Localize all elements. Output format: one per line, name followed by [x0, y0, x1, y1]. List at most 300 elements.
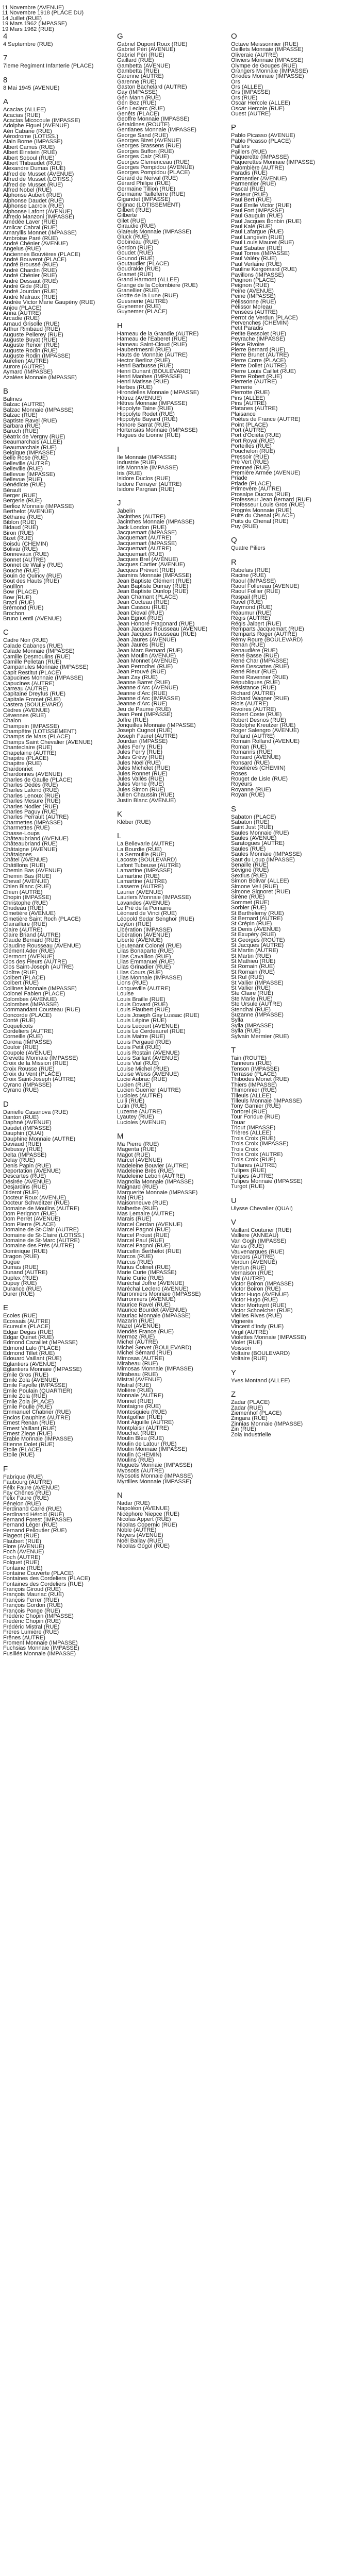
street-entry: Chardonnes (AVENUE) — [3, 772, 62, 777]
street-entry: Résistance (RUE) — [231, 685, 277, 691]
street-entry: Gordon (RUE) — [117, 245, 154, 251]
street-entry: Jean Jacques Rousseau (AVENUE) — [117, 626, 208, 632]
street-entry: Durer (RUE) — [3, 1291, 35, 1297]
street-entry: Libération (AVENUE) — [117, 932, 171, 938]
letter-section — [3, 1100, 116, 1297]
street-entry: Georges Pompidou (PLACE) — [117, 170, 190, 176]
street-entry: Leyton (RUE) — [117, 922, 152, 927]
street-entry: Sommet (RUE) — [231, 900, 270, 906]
street-entry: Port (AUTRE) — [231, 427, 266, 433]
street-entry: Jacques Prévert (RUE) — [117, 567, 176, 573]
street-entry: Beaumarchais (ALLEE) — [3, 439, 62, 445]
street-entry: Albert Soboul (RUE) — [3, 155, 55, 161]
street-entry: Napoléon (AVENUE) — [117, 1506, 170, 1512]
street-entry: Gramet (RUE) — [117, 272, 154, 278]
street-entry: Charmettes (RUE) — [3, 825, 50, 831]
street-entry: Moulin (CHEMIN) — [117, 1452, 162, 1458]
street-entry: Tulipes (AUTRE) — [231, 1173, 274, 1179]
street-entry: André Malraux (RUE) — [3, 294, 58, 300]
street-entry: Marronniers (AVENUE) — [117, 1297, 176, 1302]
street-entry: Garenne (RUE) — [117, 79, 157, 85]
street-entry: Lucie Aubrac (RUE) — [117, 1077, 168, 1082]
street-entry: Cyrano (RUE) — [3, 1088, 39, 1093]
street-entry: Arcadie (RUE) — [3, 316, 40, 321]
street-entry: Sylla — [231, 1018, 243, 1023]
street-entry: Thimonnier (RUE) — [231, 1088, 277, 1093]
section-letter-heading: D — [3, 1099, 9, 1109]
street-entry: Berger (RUE) — [3, 493, 38, 499]
street-entry: Foch (AUTRE) — [3, 1554, 41, 1561]
street-entry: Claire (AUTRE) — [3, 927, 43, 933]
street-entry: Capitaine Dreyfus (RUE) — [3, 691, 66, 697]
street-entry: Puits du Chenal (PLACE) — [231, 513, 295, 519]
street-entry: Hôtrez (AVENUE) — [117, 395, 162, 401]
street-entry: Coupole (AVENUE) — [3, 1050, 53, 1056]
street-entry: Jack London (RUE) — [117, 524, 167, 530]
street-entry: Hameau de l'Eaberet (RUE) — [117, 336, 188, 342]
street-entry: Conté (RUE) — [3, 1018, 36, 1024]
street-entry: Amilcar Cabral (RUE) — [3, 225, 58, 231]
street-entry: Biron (RUE) — [3, 530, 34, 536]
street-entry: Pierrerie (AUTRE) — [231, 379, 277, 385]
street-entry: Fusillés Monnaie (IMPASSE) — [3, 1651, 76, 1657]
street-entry: Stendhal (RUE) — [231, 1007, 271, 1012]
street-entry: François Gordon (RUE) — [3, 1603, 63, 1608]
street-entry: St Mathieu (RUE) — [231, 959, 276, 964]
street-entry: Peine (IMPASSE) — [231, 294, 276, 299]
street-entry: Lyautey (RUE) — [117, 1114, 154, 1120]
street-entry: St Martin (AUTRE) — [231, 948, 278, 954]
street-entry: François Ponge (RUE) — [3, 1608, 60, 1614]
street-entry: Magenta (RUE) — [117, 1147, 157, 1153]
street-entry: Amaryllis Monnet (IMPASSE) — [3, 230, 77, 236]
letter-section — [117, 810, 230, 825]
street-entry: Vincent d'Indy (RUE) — [231, 1324, 284, 1330]
street-entry: Alexandre Dumas (RUE) — [3, 166, 66, 172]
street-entry: Dominique (RUE) — [3, 1248, 48, 1255]
street-entry: Oscar Hercole (RUE) — [231, 106, 285, 112]
street-entry: Jeanne d'Arc (RUE) — [117, 690, 168, 697]
street-entry: Fernand Forest (IMPASSE) — [3, 1517, 72, 1523]
street-entry: Fabrique (RUE) — [3, 1474, 43, 1480]
street-entry: Fontaine Couverte (PLACE) — [3, 1570, 74, 1577]
street-entry: Monnet (RUE) — [117, 1398, 154, 1404]
street-entry: Belleville (AUTRE) — [3, 461, 51, 467]
street-entry: Roses — [231, 771, 247, 776]
street-entry: Clos des Fleurs (AUTRE) — [3, 959, 68, 965]
street-entry: Joffre (RUE) — [117, 717, 148, 723]
street-entry: Mimosas Monnaie (IMPASSE) — [117, 1366, 193, 1372]
street-entry: Lions (RUE) — [117, 980, 148, 986]
street-entry: Ronsard (AVENUE) — [231, 755, 281, 760]
street-entry: Longueville (AUTRE) — [117, 986, 171, 992]
street-list — [3, 1313, 116, 1458]
street-entry: Jean Marc Bernard (RUE) — [117, 648, 183, 653]
street-entry: Corona (IMPASSE) — [3, 1039, 52, 1045]
street-entry: Balzac (AUTRE) — [3, 402, 45, 408]
street-entry: Chapelaine (AUTRE) — [3, 750, 57, 756]
street-entry: St Romain (RUE) — [231, 964, 275, 970]
section-letter-heading: O — [231, 31, 237, 41]
street-entry: Sabaton (RUE) — [231, 819, 270, 825]
section-letter-heading: I — [117, 445, 120, 454]
street-entry: Marguerite Monnaie (IMPASSE) — [117, 1190, 198, 1195]
street-entry: Geoffre Monnaie (IMPASSE) — [117, 116, 190, 122]
street-entry: Peyrache (IMPASSE) — [231, 336, 285, 342]
street-entry: Saules (RUE) — [231, 846, 266, 852]
street-entry: Ecoles (RUE) — [3, 1313, 38, 1319]
street-list — [231, 1228, 344, 1362]
street-entry: Gigandet (IMPASSE) — [117, 197, 171, 202]
street-entry: Jacquemart (IMPASSE) — [117, 540, 177, 547]
street-entry: Cloître (RUE) — [3, 970, 38, 976]
street-entry: 19 Mars 1962 (IMPASSE) — [2, 21, 67, 27]
street-entry: Bonnet de Wailly (RUE) — [3, 563, 63, 568]
street-entry: Zadar (RUE) — [231, 1405, 263, 1411]
street-entry: Calade Cabanes (RUE) — [3, 643, 63, 649]
street-entry: Bizet (RUE) — [3, 536, 34, 541]
street-entry: Prosalpe Ducros (RUE) — [231, 492, 290, 497]
street-entry: Chudeau (RUE) — [3, 905, 44, 911]
street-entry: La Bourdie (RUE) — [117, 846, 162, 853]
street-entry: Grotte de la Lune (RUE) — [117, 293, 178, 299]
street-entry: Denis Papin (RUE) — [3, 1163, 51, 1168]
street-entry: Jasmins Monnaie (IMPASSE) — [117, 573, 192, 579]
street-entry: Chopin (IMPASSE) — [3, 895, 52, 901]
street-entry: Tortorel (RUE) — [231, 1109, 268, 1115]
street-entry: Alfred de Musset (AVENUE) — [3, 171, 74, 177]
street-entry: Jean Cassou (RUE) — [117, 605, 168, 611]
street-entry: Nicolas Gogol (RUE) — [117, 1544, 170, 1549]
street-list — [117, 455, 230, 493]
street-entry: Béatrix de Vergny (RUE) — [3, 434, 65, 440]
street-entry: Petit Paradis — [231, 326, 263, 331]
street-list — [3, 1475, 116, 1656]
street-entry: Fénelon (RUE) — [3, 1501, 41, 1507]
street-entry: Maurice Ravel (RUE) — [117, 1302, 171, 1308]
street-entry: Victor Mortuyrit (RUE) — [231, 1302, 287, 1308]
street-entry: Champs de Mars (PLACE) — [3, 734, 71, 740]
street-entry: Ste Claire (RUE) — [231, 991, 273, 996]
street-entry: St Barthelemy (RUE) — [231, 910, 284, 916]
letter-section — [117, 445, 230, 493]
letter-section — [3, 97, 116, 380]
street-entry: Ziemenhof (PLACE) — [231, 1411, 282, 1416]
street-entry: Henri Matisse (RUE) — [117, 379, 169, 385]
street-entry: Goudet (RUE) — [117, 250, 153, 256]
street-entry: Clairaillure (RUE) — [3, 922, 47, 927]
street-entry: Lilas Cavaillon (RUE) — [117, 954, 171, 959]
street-entry: Croix Rousse (RUE) — [3, 1066, 55, 1072]
street-entry: Albert Camus (RUE) — [3, 144, 55, 150]
street-entry: Georges Pompidou (AVENUE) — [117, 164, 194, 171]
section-letter-heading: L — [117, 832, 122, 841]
street-entry: Baruch (RUE) — [3, 429, 39, 434]
street-entry: Erable Monnaie (IMPASSE) — [3, 1436, 73, 1442]
street-entry: Alphonse Lafont (AVENUE) — [3, 209, 73, 214]
street-entry: Enclos Dauphins (AUTRE) — [3, 1415, 71, 1421]
street-entry: Maréchal Joffre (AVENUE) — [117, 1281, 185, 1286]
street-entry: Myosotis (AUTRE) — [117, 1468, 164, 1474]
section-letter-heading: U — [231, 1196, 237, 1205]
street-entry: Orkides Monnaie (IMPASSE) — [231, 74, 304, 79]
street-entry: Pierre Dollet (AUTRE) — [231, 363, 287, 369]
street-entry: Bouche (RUE) — [3, 568, 40, 573]
street-entry: Ernest Vaillant (RUE) — [3, 1426, 57, 1431]
street-entry: Acacias (RUE) — [3, 112, 41, 118]
street-entry: Ferdinand Carré (RUE) — [3, 1506, 62, 1512]
street-entry: Bouillon — [3, 584, 24, 590]
street-entry: Le Pré de la Pomaine — [117, 905, 172, 911]
street-entry: René Ravenner (RUE) — [231, 674, 288, 680]
street-entry: Louis Pergaud (RUE) — [117, 1039, 171, 1045]
street-entry: Arnaud Grisolle (RUE) — [3, 321, 60, 327]
street-entry: Paillers — [231, 144, 250, 149]
street-entry: Dom Perignon (RUE) — [3, 1211, 57, 1217]
street-entry: Frédéric Mistral (RUE) — [3, 1624, 60, 1630]
street-entry: Trois Croix — [231, 1146, 258, 1152]
street-entry: Oliveraie (AUTRE) — [231, 52, 278, 58]
street-entry: Delta (IMPASSE) — [3, 1152, 47, 1158]
street-entry: Edmond Cazaillet (IMPASSE) — [3, 1340, 78, 1346]
street-entry: Belle Rose (RUE) — [3, 455, 48, 461]
street-entry: Marie Curie (IMPASSE) — [117, 1270, 177, 1276]
street-entry: Lasserre (AUTRE) — [117, 884, 164, 890]
street-entry: Acacias Micocoule (IMPASSE) — [3, 117, 80, 124]
street-entry: Chien (AUTRE) — [3, 889, 43, 895]
street-entry: Châteaubriand (AVENUE) — [3, 836, 69, 842]
street-entry: Fontaines des Cordeliers (PLACE) — [3, 1576, 90, 1582]
street-entry: Pré Vert (RUE) — [231, 460, 269, 465]
street-entry: Sylvain Mermier (RUE) — [231, 1033, 289, 1039]
street-entry: Boisdu (CHEMIN) — [3, 541, 48, 547]
street-entry: Champs Saint Chevalier (AVENUE) — [3, 739, 93, 745]
street-entry: Pierre Brunet (AUTRE) — [231, 352, 289, 358]
street-entry: Roman (RUE) — [231, 744, 267, 750]
street-entry: Sirène (RUE) — [231, 894, 265, 900]
street-entry: Bergerie (RUE) — [3, 498, 42, 504]
street-entry: Gén Leclerc (RUE) — [117, 106, 165, 112]
street-entry: Charles Nodier (RUE) — [3, 804, 58, 809]
street-entry: Jeu de Paume (RUE) — [117, 706, 171, 713]
street-entry: Mimosas (AUTRE) — [117, 1355, 164, 1362]
street-entry: Marie Curie (RUE) — [117, 1275, 164, 1281]
street-entry: Jean Zay (RUE) — [117, 674, 158, 680]
street-entry: Dom Perret (AVENUE) — [3, 1216, 61, 1222]
street-entry: Raoul Follier (RUE) — [231, 589, 280, 595]
street-entry: Chalon — [3, 718, 21, 724]
street-entry: Julien Chaussin (RUE) — [117, 792, 175, 798]
street-entry: Oscar Hercole (ALLEE) — [231, 100, 290, 106]
street-entry: Racine (RUE) — [231, 573, 266, 579]
street-entry: Pins (AUTRE) — [231, 400, 267, 406]
street-entry: Montaigne (RUE) — [117, 1404, 161, 1410]
street-entry: St Jacques (AUTRE) — [231, 942, 284, 948]
street-entry: Lilas Cours (RUE) — [117, 970, 163, 976]
street-entry: Lucien (RUE) — [117, 1082, 152, 1088]
street-entry: Gluck (RUE) — [117, 234, 149, 240]
street-entry: St Martin (RUE) — [231, 953, 271, 959]
street-entry: Emile Poulain (QUARTIER) — [3, 1388, 73, 1394]
street-entry: Magot (RUE) — [117, 1152, 151, 1158]
street-entry: Iris (RUE) — [117, 470, 142, 477]
street-entry: Brochon — [3, 611, 24, 617]
street-entry: Balzac (RUE) — [3, 413, 38, 418]
street-entry: Virgil (AUTRE) — [231, 1329, 268, 1335]
street-entry: Guynemer (PLACE) — [117, 309, 168, 315]
street-entry: Haubertmesnil (RUE) — [117, 347, 171, 353]
street-entry: Capitale Fromet (RUE) — [3, 697, 61, 703]
street-entry: Paul Lafargue (RUE) — [231, 229, 284, 235]
street-entry: Renaudière (RUE) — [231, 648, 278, 653]
street-entry: Châtaignes — [3, 852, 32, 858]
street-entry: Delay (RUE) — [3, 1158, 35, 1163]
street-list — [231, 1378, 344, 1383]
section-letter-heading: P — [231, 123, 237, 132]
street-entry: Claire Briand (AUTRE) — [3, 932, 61, 938]
street-entry: Nadar (RUE) — [117, 1501, 150, 1506]
street-entry: Nicolas Copernic (RUE) — [117, 1522, 177, 1528]
street-entry: Platanes (AUTRE) — [231, 406, 278, 412]
street-entry: Ernest Ziege (RUE) — [3, 1431, 53, 1437]
street-entry: André Jourdan (RUE) — [3, 289, 58, 295]
street-list — [117, 331, 230, 438]
street-entry: Senaille (RUE) — [231, 862, 269, 868]
street-entry: Cimetière Saint Roch (PLACE) — [3, 916, 81, 922]
street-entry: Montesquieu (RUE) — [117, 1409, 167, 1415]
section-letter-heading: S — [231, 804, 237, 814]
street-entry: Domaine de St-Claire (LOTISS.) — [3, 1232, 85, 1239]
street-entry: Frênes (AUTRE) — [3, 1635, 45, 1640]
street-entry: Edmond Tillet (RUE) — [3, 1351, 55, 1357]
street-entry: Henri Manhes (IMPASSE) — [117, 374, 183, 380]
street-entry: Saules (AVENUE) — [231, 836, 277, 841]
street-entry: Capit Restitut (PLACE) — [3, 670, 61, 676]
street-entry: Gambetta (AVENUE) — [117, 63, 171, 69]
index-column-3 — [230, 32, 344, 1444]
street-entry: Malherbe (RUE) — [117, 1206, 158, 1212]
street-entry: Mouchet (RUE) — [117, 1431, 156, 1436]
street-entry: Camille Desmoulins (RUE) — [3, 654, 71, 660]
street-entry: Genêts (PLACE) — [117, 111, 159, 117]
street-entry: Lulli (RUE) — [117, 1098, 145, 1104]
street-entry: 19 Mars 1962 (RUE) — [2, 26, 54, 32]
street-entry: Pavillons (IMPASSE) — [231, 272, 284, 278]
street-entry: Zingara (RUE) — [231, 1416, 268, 1421]
street-entry: Alfred de Musset (RUE) — [3, 182, 63, 188]
street-entry: Paul Verlaine (RUE) — [231, 261, 282, 267]
street-entry: Pièce Rivoire — [231, 342, 264, 348]
street-entry: Cyrano (IMPASSE) — [3, 1082, 52, 1088]
street-entry: Isidore Pargnan (RUE) — [117, 487, 175, 493]
street-entry: Gobineau (RUE) — [117, 240, 159, 245]
street-entry: Grange de la Colombiere (RUE) — [117, 282, 198, 288]
street-entry: Lauriers Monnaie (IMPASSE) — [117, 895, 191, 901]
street-entry: Jean Cocteau (RUE) — [117, 600, 170, 605]
street-entry: Bow (RUE) — [3, 595, 32, 600]
street-entry: Trois Croix (AUTRE) — [231, 1151, 283, 1158]
street-entry: Justin Blanc (AVENUE) — [117, 798, 176, 803]
street-entry: Etienne Dolet (RUE) — [3, 1442, 55, 1448]
street-entry: Gilbert (RUE) — [117, 208, 152, 213]
street-entry: Pressoir (RUE) — [231, 454, 269, 460]
street-entry: Danton (RUE) — [3, 1115, 39, 1121]
street-entry: Andrée Victor Marie Gaupény (RUE) — [3, 300, 95, 306]
street-entry: Triout (IMPASSE) — [231, 1125, 276, 1131]
street-entry: Isidore Ferrayer (AUTRE) — [117, 481, 182, 487]
street-entry: Peine (AVENUE) — [231, 288, 274, 294]
street-entry: Fontaines des Cordeliers (RUE) — [3, 1581, 84, 1587]
street-entry: Richard Wagner (RUE) — [231, 696, 289, 702]
street-entry: La Bellevarie (AUTRE) — [117, 841, 175, 847]
street-entry: Moulin Bleu (RUE) — [117, 1436, 164, 1442]
street-entry: Marais (RUE) — [117, 1216, 152, 1222]
street-entry: Rolland (AUTRE) — [231, 733, 275, 739]
section-letter-heading: M — [117, 1132, 124, 1141]
street-entry: Georges Clemenceau (RUE) — [117, 159, 190, 165]
street-entry: Maisonneuve (RUE) — [117, 1200, 169, 1206]
street-entry: Descartes (RUE) — [3, 1174, 46, 1179]
street-entry: Mirabeau (RUE) — [117, 1361, 158, 1367]
street-entry: Renan (RUE) — [231, 642, 266, 648]
street-entry: Dugue — [3, 1259, 20, 1265]
street-entry: Voltaire (BOULEVARD) — [231, 1351, 290, 1357]
street-entry: Professeur Louis Gros (RUE) — [231, 502, 305, 508]
street-entry: Colbert (PLACE) — [3, 975, 45, 981]
street-entry: Moulins (RUE) — [117, 1458, 154, 1463]
street-entry: Montplaisir (AUTRE) — [117, 1425, 169, 1431]
section-letter-heading: 7 — [3, 54, 8, 63]
letter-section — [231, 558, 344, 798]
letter-section — [3, 76, 116, 91]
section-letter-heading: Z — [231, 1390, 236, 1399]
street-entry: Paul Louis Mauret (RUE) — [231, 240, 294, 246]
street-entry: Jules Grévy (RUE) — [117, 755, 164, 760]
street-entry: Fontaine (RUE) — [3, 1565, 43, 1571]
street-entry: Ste Marie (RUE) — [231, 996, 273, 1002]
street-entry: Alphonse Lacroix (RUE) — [3, 204, 64, 209]
street-entry: Debussy (RUE) — [3, 1147, 43, 1153]
street-entry: Lilas Monnaie (IMPASSE) — [117, 975, 183, 981]
street-entry: Couloir (RUE) — [3, 1045, 39, 1050]
street-entry: Coquelicots — [3, 1023, 33, 1029]
street-entry: St Ruf (RUE) — [231, 975, 264, 980]
street-entry: Vial (AUTRE) — [231, 1276, 265, 1281]
street-entry: Carreau (AUTRE) — [3, 686, 48, 692]
street-entry: Marcel Proust (RUE) — [117, 1232, 170, 1239]
street-entry: Fay Chênes (RUE) — [3, 1490, 51, 1496]
street-entry: Collines Monnaie (IMPASSE) — [3, 986, 77, 992]
street-entry: Bonnet (AUTRE) — [3, 557, 46, 563]
street-entry: Lutin (RUE) — [117, 1104, 147, 1109]
street-entry: Balmes — [3, 397, 22, 402]
street-entry: Cèdres (AVENUE) — [3, 707, 50, 713]
street-entry: Pierre Corre (PLACE) — [231, 358, 286, 364]
street-entry: Lamartine (RUE) — [117, 873, 160, 879]
street-entry: Paradis (RUE) — [231, 171, 268, 176]
letter-section — [231, 1368, 344, 1383]
street-entry: Gaillard (RUE) — [117, 58, 154, 63]
section-letter-heading: V — [231, 1218, 237, 1227]
street-entry: Capucines Monnaie (IMPASSE) — [3, 675, 84, 681]
street-entry: Priade — [231, 476, 247, 481]
street-entry: Lamartine (AUTRE) — [117, 879, 167, 885]
street-entry: Iris Monnaie (IMPASSE) — [117, 465, 178, 471]
street-entry: Victor Boiron (RUE) — [231, 1286, 281, 1292]
street-entry: André Dessaut (RUE) — [3, 278, 58, 284]
street-entry: Gérard Philipe (RUE) — [117, 181, 171, 187]
street-entry: Tilleuls Monnaie (IMPASSE) — [231, 1098, 302, 1104]
